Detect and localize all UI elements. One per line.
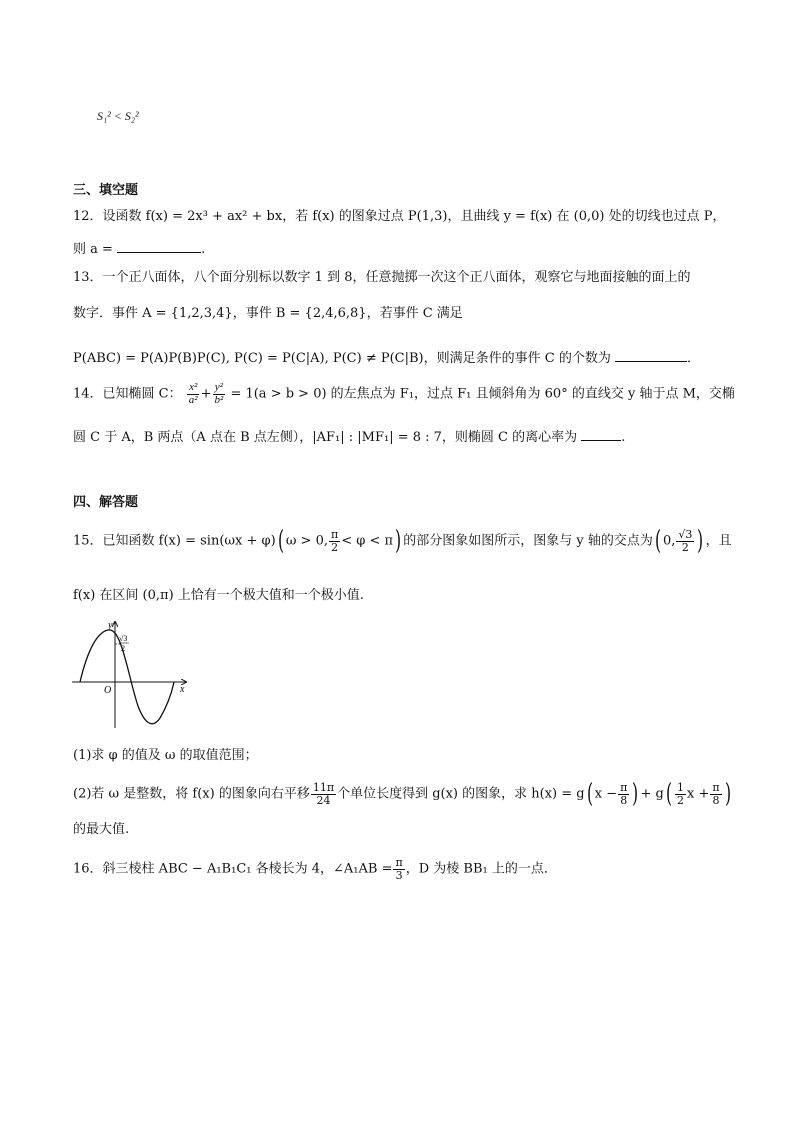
section-title-answer: 四、解答题: [73, 495, 139, 510]
answer-blank: [615, 349, 687, 362]
tick-label-num: √3: [119, 634, 128, 643]
fraction-1-2: $\frac{1}{2}$: [677, 780, 685, 807]
y-label: y: [108, 620, 113, 631]
answer-blank: [581, 428, 621, 441]
fraction-sqrt3-2: $\frac{√3}{2}$: [678, 527, 693, 554]
q15-h2-b: x +: [687, 786, 710, 802]
fraction-pi-3: $\frac{\pi}{3}$: [395, 856, 403, 882]
answer-blank: [117, 240, 201, 253]
q15-sub2-end: 的最大值.: [73, 822, 130, 837]
q13-line1: 13．一个正八面体，八个面分别标以数字 1 到 8，任意抛掷一次这个正八面体，观察它与地面接触的面上的: [73, 270, 691, 285]
q15-pt-a: 0,: [662, 533, 676, 549]
fraction-x2-a2: $\frac{\text{x²}}{\text{a²}}$: [188, 381, 198, 406]
sine-curve: [80, 630, 174, 724]
q16-line: [73, 857, 557, 881]
q12-line2: 则 a = .: [73, 242, 206, 257]
q16-prefix: 16．斜三棱柱 ABC − A₁B₁C₁ 各棱长为 4，∠A₁AB =: [73, 861, 393, 877]
section-title-fill: 三、填空题: [73, 183, 139, 198]
x-label: x: [180, 684, 185, 695]
q15-prefix: 15．已知函数 f(x) = sin(ωx + φ): [73, 533, 276, 549]
q15-mid: 的部分图象如图所示，图象与 y 轴的交点为: [403, 533, 653, 549]
fraction-y2-b2: $\frac{\text{y²}}{\text{b²}}$: [214, 381, 224, 406]
q13-line2: 数字．事件 A = {1,2,3,4}，事件 B = {2,4,6,8}，若事件 C 满足: [73, 306, 463, 321]
q15-plus-g: + g: [640, 786, 664, 802]
q12-line2-text: 则 a =: [73, 242, 113, 257]
q15-suffix: ，且: [705, 533, 732, 549]
fraction-pi-2: $\frac{\pi}{2}$: [330, 527, 339, 554]
q15-line2: f(x) 在区间 (0,π) 上恰有一个极大值和一个极小值.: [73, 588, 364, 603]
tick-label-den: 2: [121, 644, 125, 653]
q15-h1-a: x −: [594, 786, 618, 802]
q14-line2: 圆 C 于 A，B 两点（A 点在 B 点左侧），|AF₁| : |MF₁| = 8 : 7，则椭圆 C 的离心率为 .: [73, 430, 626, 445]
fraction-pi-8: $\frac{\pi}{8}$: [620, 780, 628, 807]
fraction-11pi-24: $\frac{11\pi}{24}$: [312, 780, 335, 807]
sine-graph: [68, 618, 198, 733]
q16-suffix: ，D 为棱 BB₁ 上的一点．: [405, 861, 557, 877]
q15-sub2: (2)若 ω 是整数，将 f(x) 的图象向右平移 $\frac{11\pi}{24}$ 个单位长度得到 g(x) 的图象，求 h(x) = g( x − $\frac{\pi}{8}$ ) + g( $\frac{1}{2}$ x + $\frac{\pi}{8}$ ): [73, 779, 731, 809]
q14-prefix: 14．已知椭圆 C：: [73, 386, 182, 402]
q14-line1: 14．已知椭圆 C： $\frac{\text{x²}}{\text{a²}}$ + $\frac{\text{y²}}{\text{b²}}$ = 1(a > b > 0) 的左焦点为 F₁，过点 F₁ 且倾斜角为 60° 的直线交 y 轴于点 M，交椭: [73, 381, 735, 406]
q14-line2-text: 圆 C 于 A，B 两点（A 点在 B 点左侧），|AF₁| : |MF₁| = 8 : 7，则椭圆 C 的离心率为: [73, 430, 578, 445]
fraction-pi-8-second: $\frac{\pi}{8}$: [712, 780, 720, 807]
q14-rest: = 1(a > b > 0) 的左焦点为 F₁，过点 F₁ 且倾斜角为 60° 的直线交 y 轴于点 M，交椭: [230, 386, 735, 402]
q13-line3: P(ABC) = P(A)P(B)P(C), P(C) = P(C|A), P(C) ≠ P(C|B)，则满足条件的事件 C 的个数为 ．: [73, 351, 700, 366]
q15-cond-a: ω > 0,: [285, 533, 328, 549]
q15-line1: 15．已知函数 f(x) = sin(ωx + φ)( ω > 0, $\frac{\pi}{2}$ < φ < π) 的部分图象如图所示，图象与 y 轴的交点为( 0, $\frac{√3}{2}$ ) ，且: [73, 526, 732, 556]
top-inequality: S₁² < S₂²: [97, 109, 139, 123]
q15-cond-b: < φ < π: [341, 533, 394, 549]
origin-label: O: [104, 685, 112, 696]
q12-line1: 12．设函数 f(x) = 2x³ + ax² + bx，若 f(x) 的图象过点 P(1,3)，且曲线 y = f(x) 在 (0,0) 处的切线也过点 P，: [73, 209, 726, 224]
q13-line3-text: P(ABC) = P(A)P(B)P(C), P(C) = P(C|A), P(C) ≠ P(C|B)，则满足条件的事件 C 的个数为: [73, 351, 611, 366]
q15-sub1: (1)求 φ 的值及 ω 的取值范围；: [73, 748, 258, 763]
q15-sub2-b: 个单位长度得到 g(x) 的图象，求 h(x) = g: [337, 786, 585, 802]
q15-sub2-a: (2)若 ω 是整数，将 f(x) 的图象向右平移: [73, 786, 310, 802]
